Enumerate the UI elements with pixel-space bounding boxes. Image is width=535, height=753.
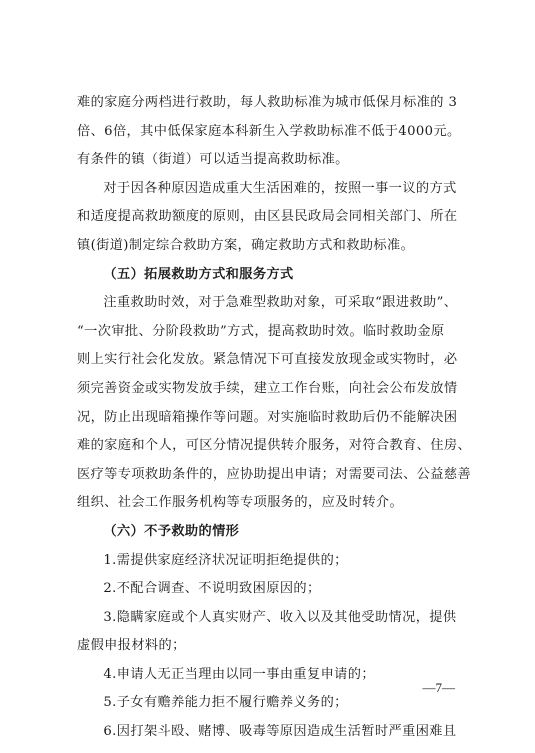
page-number: —7— xyxy=(422,680,455,695)
section-heading: （六）不予救助的情形 xyxy=(103,523,240,539)
section-heading: （五）拓展救助方式和服务方式 xyxy=(103,266,294,282)
text-line: 和适度提高救助额度的原则，由区县民政局会同相关部门、所在 xyxy=(77,209,458,225)
list-item: 4.申请人无正当理由以同一事由重复申请的； xyxy=(103,666,375,682)
text-line: 注重救助时效，对于急难型救助对象，可采取“跟进救助”、 xyxy=(103,295,458,311)
text-line: 对于因各种原因造成重大生活困难的，按照一事一议的方式 xyxy=(103,180,457,196)
text-line: 有条件的镇（街道）可以适当提高救助标准。 xyxy=(77,152,349,168)
text-line: 倍、6倍，其中低保家庭本科新生入学救助标准不低于4000元。 xyxy=(77,123,461,139)
text-line: 医疗等专项救助条件的，应协助提出申请；对需要司法、公益慈善 xyxy=(77,466,472,482)
list-item: 2.不配合调查、不说明致困原因的； xyxy=(103,581,321,597)
text-line: “一次审批、分阶段救助”方式，提高救助时效。临时救助金原 xyxy=(77,323,445,339)
text-line: 难的家庭和个人，可区分情况提供转介服务，对符合教育、住房、 xyxy=(77,438,472,454)
text-line: 组织、社会工作服务机构等专项服务的，应及时转介。 xyxy=(77,495,404,511)
text-line: 须完善资金或实物发放手续，建立工作台账，向社会公布发放情 xyxy=(77,380,458,396)
body-text xyxy=(77,89,472,747)
text-line: 镇(街道)制定综合救助方案，确定救助方式和救助标准。 xyxy=(77,237,415,253)
list-item: 6.因打架斗殴、赌博、吸毒等原因造成生活暂时严重困难且 xyxy=(103,724,457,740)
list-item-continuation: 虚假申报材料的； xyxy=(77,638,186,654)
text-line: 况，防止出现暗箱操作等问题。对实施临时救助后仍不能解决困 xyxy=(77,409,458,425)
text-line: 则上实行社会化发放。紧急情况下可直接发放现金或实物时，必 xyxy=(77,352,458,368)
list-item: 3.隐瞒家庭或个人真实财产、收入以及其他受助情况，提供 xyxy=(103,609,457,625)
text-line: 难的家庭分两档进行救助，每人救助标准为城市低保月标准的 3 xyxy=(77,95,458,110)
list-item: 5.子女有赡养能力拒不履行赡养义务的； xyxy=(103,695,348,711)
list-item: 1.需提供家庭经济状况证明拒绝提供的； xyxy=(103,552,348,568)
